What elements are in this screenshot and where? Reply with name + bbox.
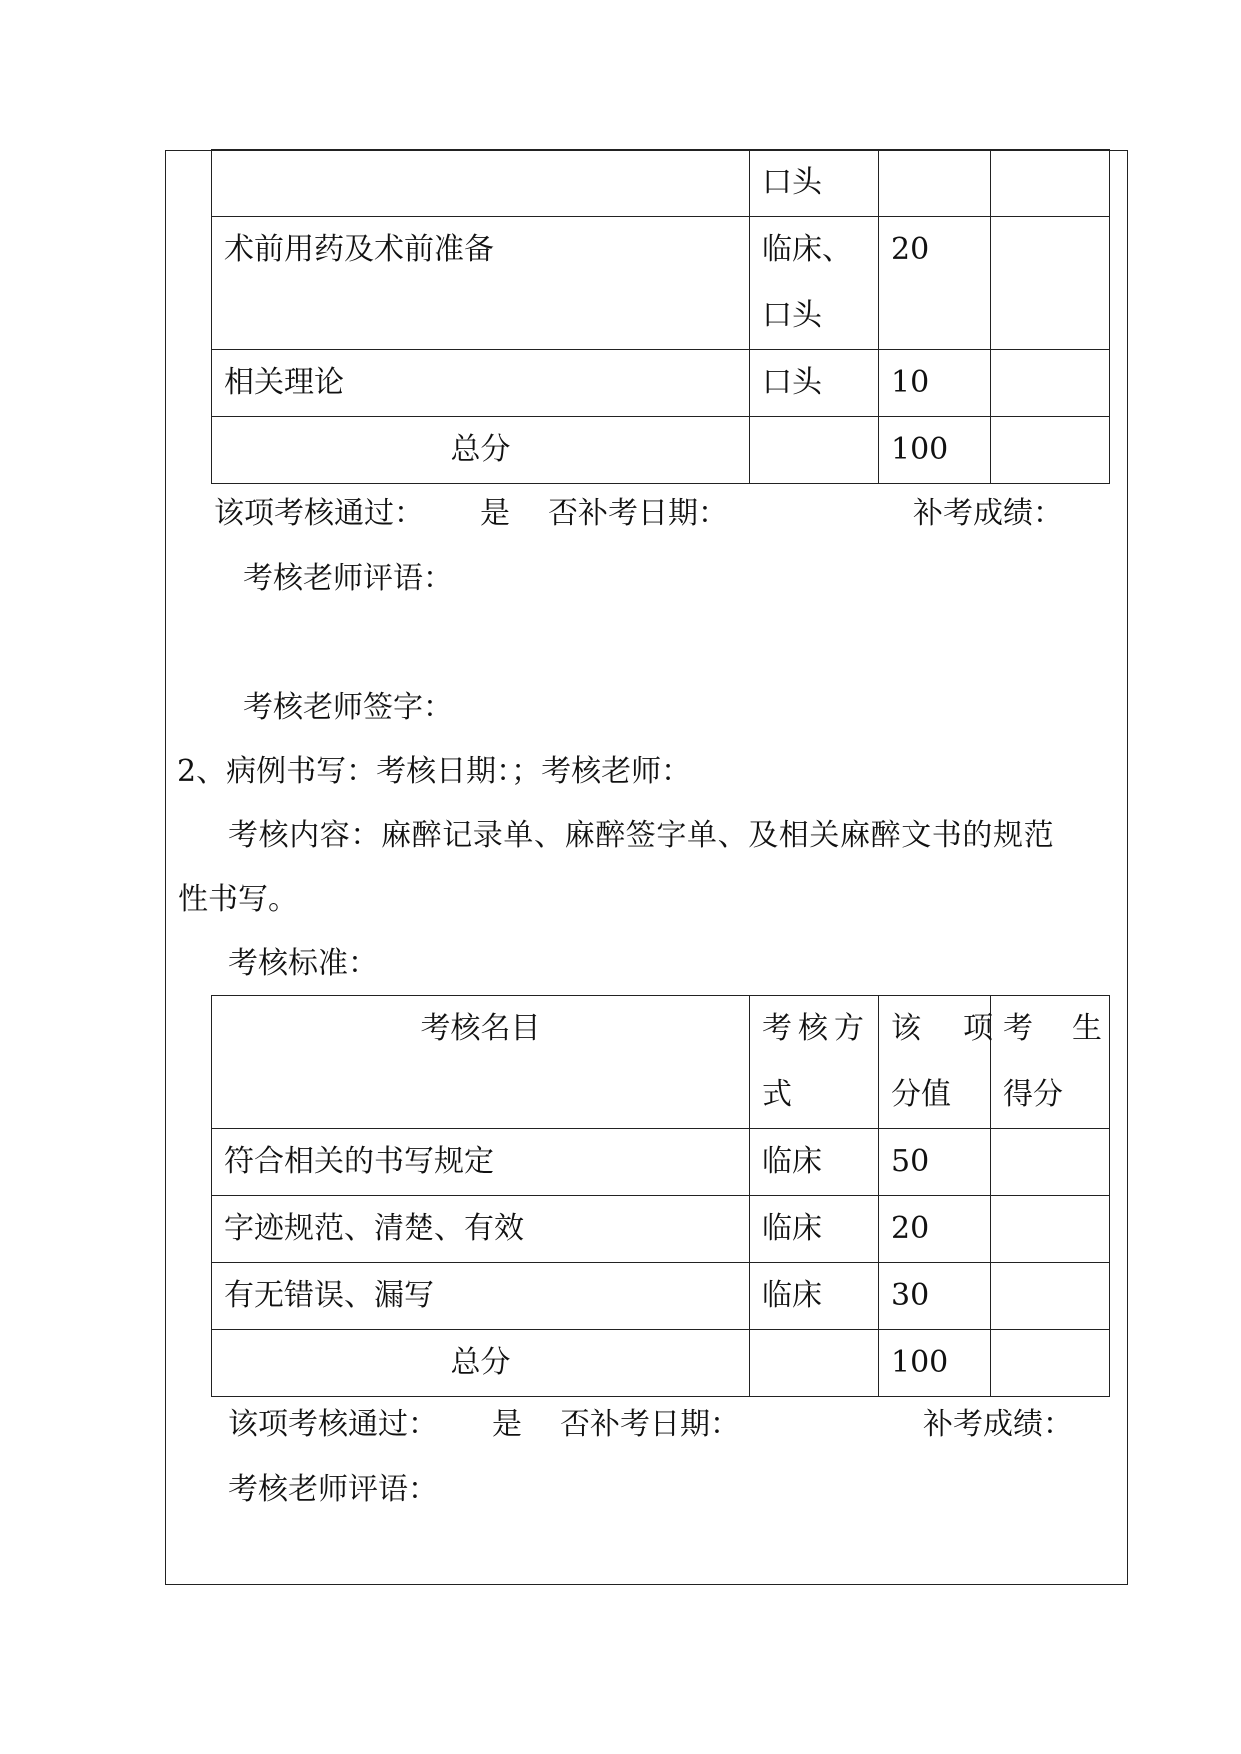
standard-label: 考核标准： xyxy=(228,946,378,981)
total-label: 总分 xyxy=(212,1330,750,1397)
total-row xyxy=(212,417,1110,484)
student-score-cell[interactable] xyxy=(991,1263,1110,1330)
header-line: 得分 xyxy=(1003,1077,1063,1112)
teacher-comment-label: 考核老师评语： xyxy=(243,561,453,596)
student-score-cell[interactable] xyxy=(991,1129,1110,1196)
item-cell: 术前用药及术前准备 xyxy=(212,217,750,350)
pass-yes-option[interactable]: 是 xyxy=(480,496,510,531)
student-score-cell[interactable] xyxy=(991,350,1110,417)
item-cell: 相关理论 xyxy=(212,350,750,417)
makeup-score-label: 补考成绩： xyxy=(923,1407,1073,1442)
method-cell: 口头 xyxy=(750,350,879,417)
score-cell: 20 xyxy=(879,217,991,350)
makeup-score-label: 补考成绩： xyxy=(913,496,1063,531)
method-cell: 临床 xyxy=(750,1263,879,1330)
header-line: 式 xyxy=(762,1077,792,1112)
item-cell xyxy=(212,150,750,217)
table-row xyxy=(212,1263,1110,1330)
header-line: 该项 xyxy=(891,1011,1035,1046)
table-row xyxy=(212,350,1110,417)
table-header-row xyxy=(212,996,1110,1129)
total-row xyxy=(212,1330,1110,1397)
method-cell: 口头 xyxy=(750,150,879,217)
table-row xyxy=(212,150,1110,217)
method-line: 临床、 xyxy=(762,232,852,267)
table-row xyxy=(212,1196,1110,1263)
method-cell: 临床 xyxy=(750,1129,879,1196)
assessment-table-2 xyxy=(211,995,1141,1397)
header-line: 分值 xyxy=(891,1077,951,1112)
header-line: 考核方 xyxy=(762,1011,870,1046)
method-cell xyxy=(750,417,879,484)
item-cell: 有无错误、漏写 xyxy=(212,1263,750,1330)
content-text-continued: 性书写。 xyxy=(178,882,298,917)
makeup-date-label: 否补考日期： xyxy=(548,496,728,531)
score-cell: 20 xyxy=(879,1196,991,1263)
student-total-cell[interactable] xyxy=(991,417,1110,484)
pass-label: 该项考核通过： xyxy=(214,496,424,531)
student-score-cell[interactable] xyxy=(991,150,1110,217)
content-text: 考核内容：麻醉记录单、麻醉签字单、及相关麻醉文书的规范 xyxy=(228,818,1055,853)
teacher-comment-label: 考核老师评语： xyxy=(228,1472,438,1507)
total-score: 100 xyxy=(879,417,991,484)
header-item: 考核名目 xyxy=(212,996,750,1129)
student-total-cell[interactable] xyxy=(991,1330,1110,1397)
pass-label: 该项考核通过： xyxy=(228,1407,438,1442)
header-student xyxy=(991,996,1141,1129)
makeup-date-label: 否补考日期： xyxy=(560,1407,740,1442)
score-cell xyxy=(879,150,991,217)
student-score-cell[interactable] xyxy=(991,217,1110,350)
header-method xyxy=(750,996,879,1129)
header-line: 考生 xyxy=(1003,1011,1141,1046)
total-label: 总分 xyxy=(212,417,750,484)
section-heading: 2、病例书写：考核日期：；考核老师： xyxy=(177,754,692,789)
method-line: 口头 xyxy=(762,298,822,333)
pass-yes-option[interactable]: 是 xyxy=(492,1407,522,1442)
score-cell: 50 xyxy=(879,1129,991,1196)
table-row xyxy=(212,217,1110,350)
method-cell: 临床 xyxy=(750,1196,879,1263)
student-score-cell[interactable] xyxy=(991,1196,1110,1263)
teacher-signature-label: 考核老师签字： xyxy=(243,690,453,725)
method-cell xyxy=(750,217,879,350)
item-cell: 符合相关的书写规定 xyxy=(212,1129,750,1196)
score-cell: 10 xyxy=(879,350,991,417)
method-cell xyxy=(750,1330,879,1397)
total-score: 100 xyxy=(879,1330,991,1397)
assessment-table-1 xyxy=(211,149,1110,484)
table-row xyxy=(212,1129,1110,1196)
item-cell: 字迹规范、清楚、有效 xyxy=(212,1196,750,1263)
score-cell: 30 xyxy=(879,1263,991,1330)
